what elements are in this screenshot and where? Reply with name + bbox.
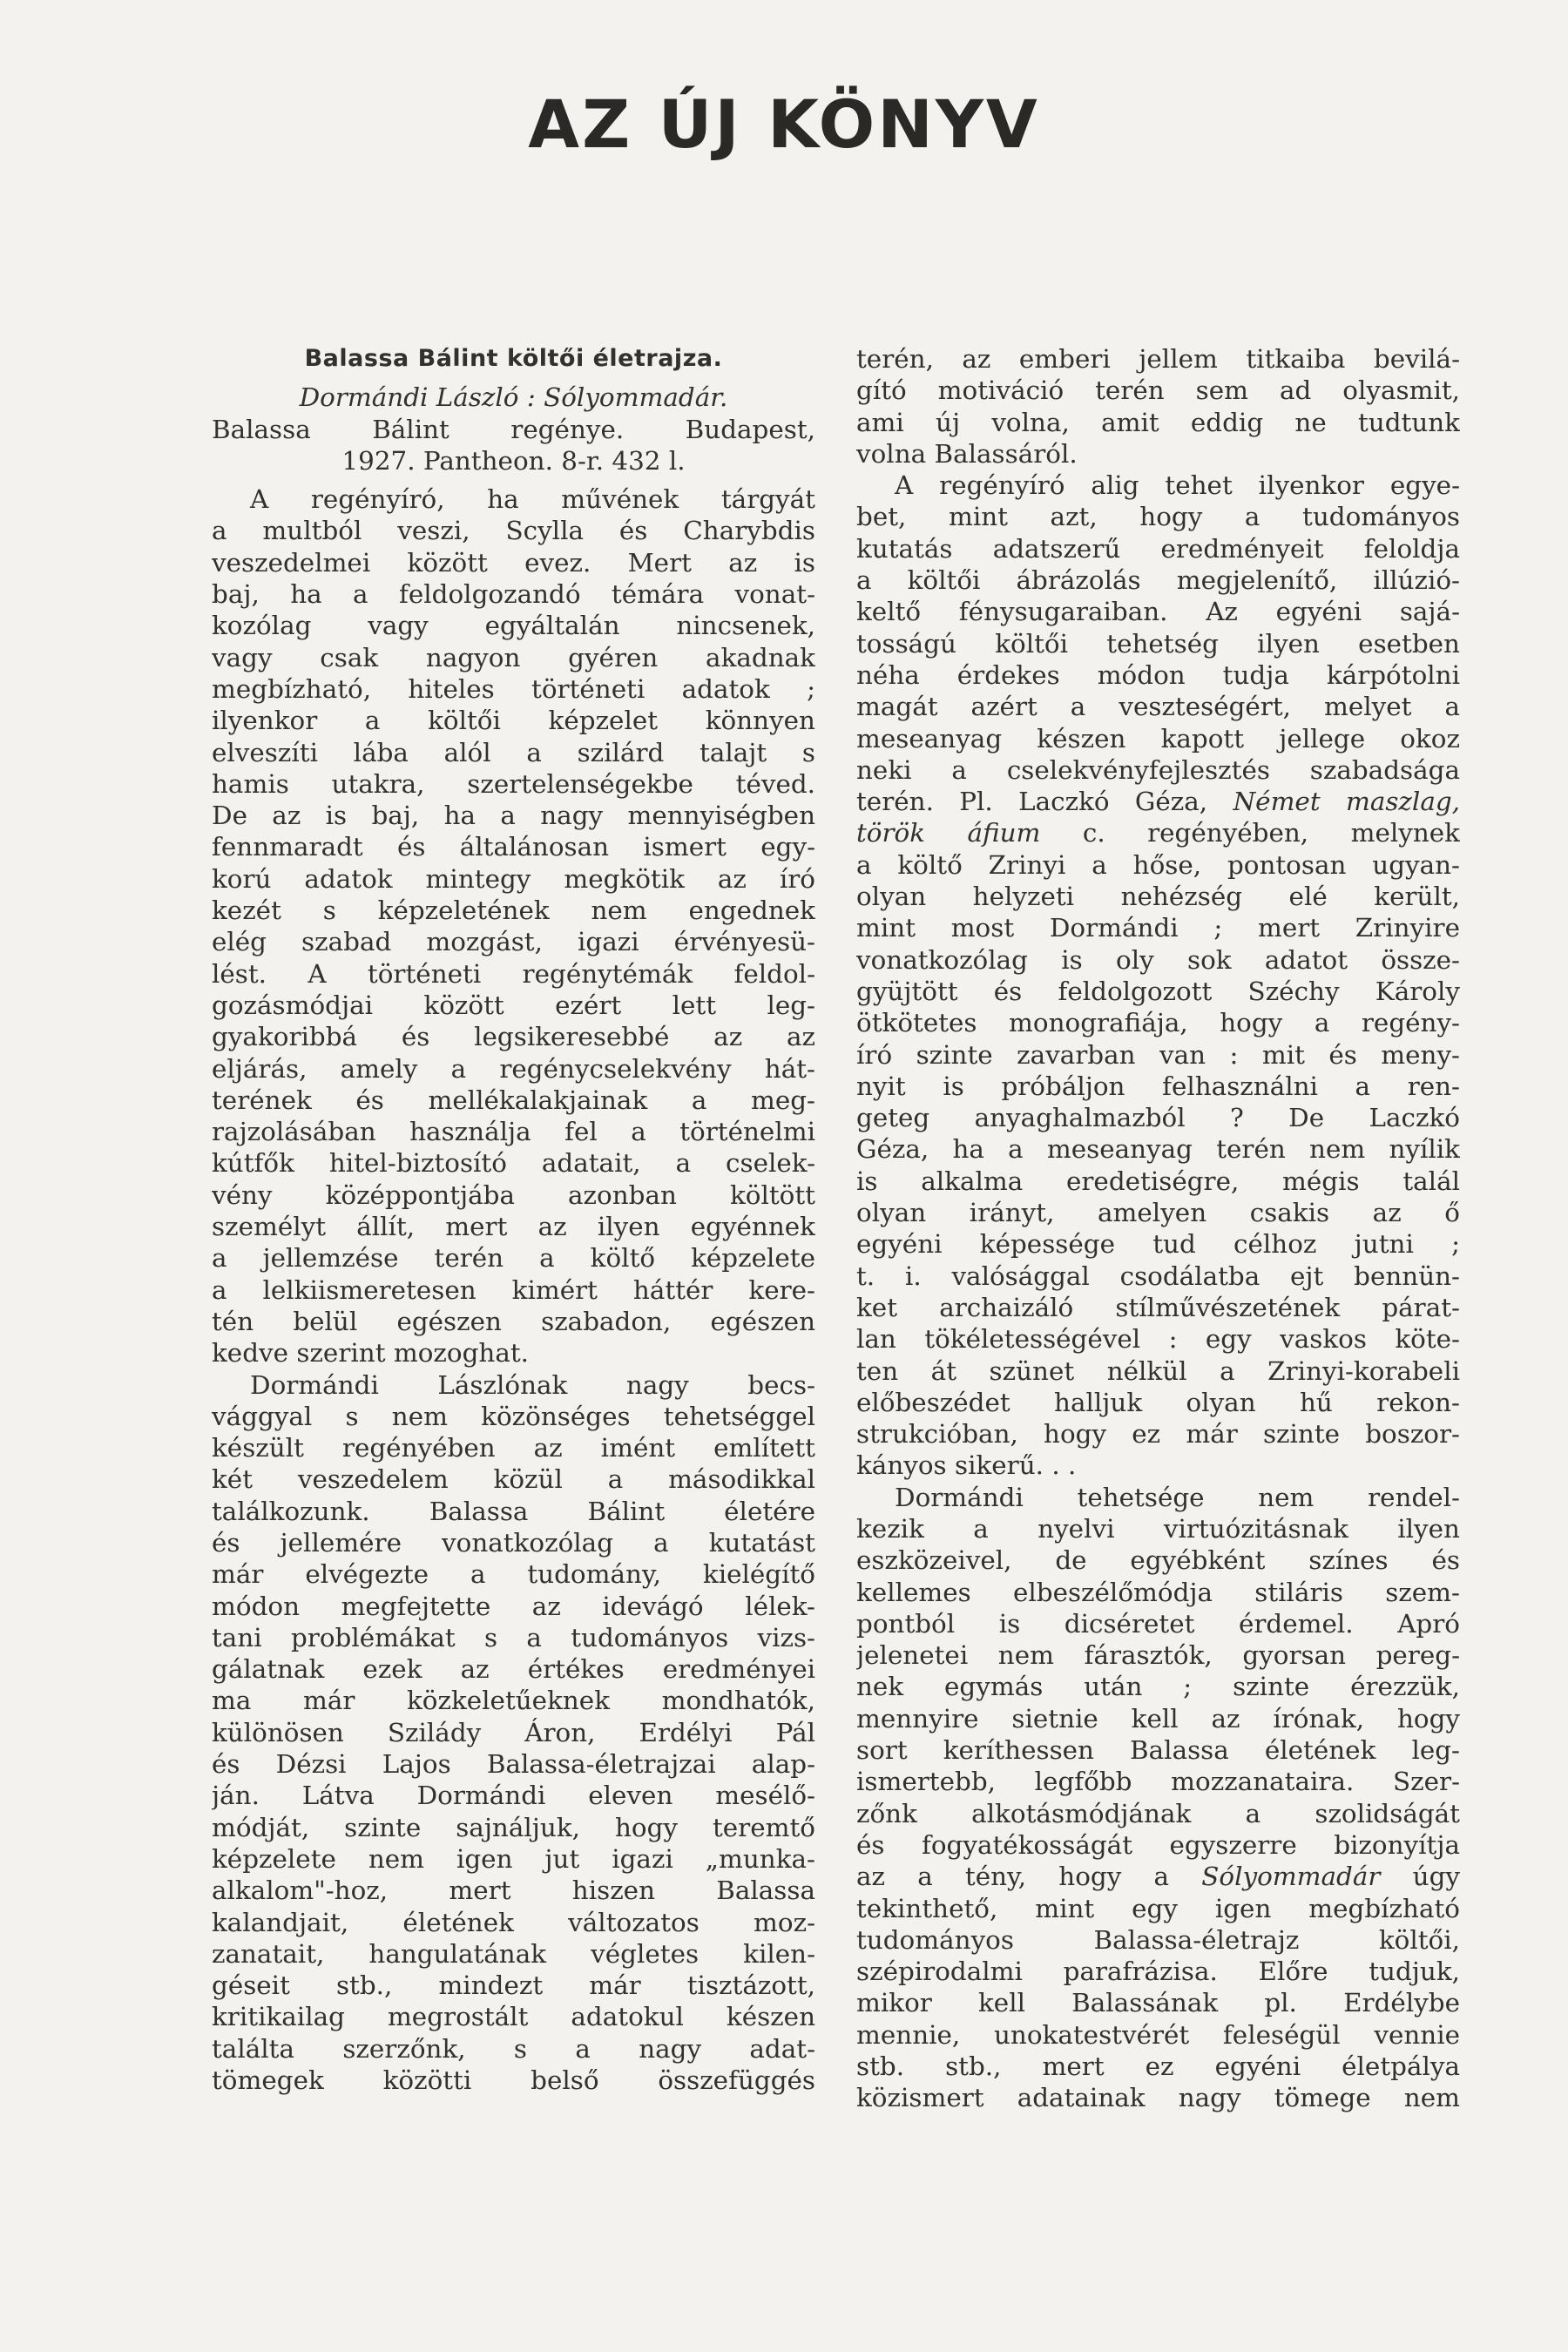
text-fragment: az a tény, hogy a (856, 1862, 1202, 1892)
text-line: és Dézsi Lajos Balassa-életrajzai alap- (212, 1749, 815, 1780)
text-line: keltő fénysugaraiban. Az egyéni sajá- (856, 597, 1460, 627)
text-line: sort keríthessen Balassa életének leg- (856, 1735, 1460, 1766)
right-body-text-b (856, 849, 1460, 1893)
text-line: ma már közkeletűeknek mondhatók, (212, 1686, 815, 1716)
text-line: találkozunk. Balassa Bálint életére (212, 1496, 815, 1526)
text-line: eszközeivel, de egyébként színes és (856, 1545, 1460, 1576)
text-line: mikor kell Balassának pl. Erdélybe (856, 1988, 1460, 2018)
citation-line-1 (212, 382, 815, 413)
text-line: kritikailag megrostált adatokul készen (212, 2002, 815, 2032)
text-line: terének és mellékalakjainak a meg- (212, 1085, 815, 1115)
text-line: alkalom"-hoz, mert hiszen Balassa (212, 1876, 815, 1906)
text-line: mennie, unokatestvérét feleségül vennie (856, 2019, 1460, 2050)
text-line: pontból is dicséretet érdemel. Apró (856, 1608, 1460, 1639)
text-line: tani problémákat s a tudományos vizs- (212, 1622, 815, 1652)
text-line: megbízható, hiteles történeti adatok ; (212, 673, 815, 704)
citation-book-title: Sólyommadár. (544, 382, 728, 413)
text-line: vény középpontjába azonban költött (212, 1179, 815, 1210)
text-line: ismertebb, legfőbb mozzanataira. Szer- (856, 1767, 1460, 1797)
text-line: kellemes elbeszélőmódja stiláris szem- (856, 1577, 1460, 1607)
text-line (856, 1861, 1460, 1892)
text-line: már elvégezte a tudomány, kielégítő (212, 1559, 815, 1590)
text-line: rajzolásában használja fel a történelmi (212, 1117, 815, 1147)
text-line: a költői ábrázolás megjelenítő, illúzió- (856, 565, 1460, 596)
text-line: bet, mint azt, hogy a tudományos (856, 502, 1460, 532)
review-heading: Balassa Bálint költői életrajza. (304, 345, 723, 372)
text-line: vonatkozólag is oly sok adatot össze- (856, 944, 1460, 975)
text-line: képzelete nem igen jut igazi „munka- (212, 1843, 815, 1874)
text-line: stb. stb., mert ez egyéni életpálya (856, 2051, 1460, 2082)
text-line: módon megfejtette az idevágó lélek- (212, 1591, 815, 1621)
text-line: lést. A történeti regénytémák feldol- (212, 958, 815, 989)
text-line: készült regényében az imént említett (212, 1433, 815, 1463)
text-line: különösen Szilády Áron, Erdélyi Pál (212, 1717, 815, 1747)
text-line: Dormándi tehetsége nem rendel- (895, 1482, 1460, 1512)
text-line: személyt állít, mert az ilyen egyénnek (212, 1212, 815, 1242)
text-line: gyüjtött és feldolgozott Széchy Károly (856, 976, 1460, 1006)
text-line: tömegek közötti belső összefüggés (212, 2065, 815, 2096)
text-line: terén, az emberi jellem titkaiba bevilá- (856, 344, 1460, 374)
text-line: baj, ha a feldolgozandó témára vonat- (212, 579, 815, 610)
text-line: ötkötetes monografiája, hogy a regény- (856, 1008, 1460, 1038)
book-title: török áfium (856, 818, 1041, 848)
text-line: olyan helyzeti nehézség elé került, (856, 882, 1460, 912)
text-line: kezét s képzeletének nem engednek (212, 896, 815, 926)
text-line: a költő Zrinyi a hőse, pontosan ugyan- (856, 849, 1460, 880)
text-line: a lelkiismeretesen kimért háttér kere- (212, 1274, 815, 1305)
text-line: szépirodalmi parafrázisa. Előre tudjuk, (856, 1957, 1460, 1987)
text-line: korú adatok mintegy megkötik az író (212, 863, 815, 894)
text-line: géseit stb., mindezt már tisztázott, (212, 1970, 815, 2001)
text-line: lan tökéletességével : egy vaskos köte- (856, 1324, 1460, 1355)
right-column (856, 343, 1460, 2114)
text-line: találta szerzőnk, s a nagy adat- (212, 2033, 815, 2064)
citation-line-3: 1927. Pantheon. 8-r. 432 l. (341, 445, 686, 476)
text-line: két veszedelem közül a másodikkal (212, 1464, 815, 1495)
text-line: jelenetei nem fárasztók, gyorsan pereg- (856, 1640, 1460, 1671)
text-line: zőnk alkotásmódjának a szolidságát (856, 1798, 1460, 1828)
text-line: kutatás adatszerű eredményeit feloldja (856, 533, 1460, 564)
text-line: Dormándi Lászlónak nagy becs- (250, 1369, 815, 1400)
citation-author: Dormándi László : (299, 382, 544, 413)
text-line: és jellemére vonatkozólag a kutatást (212, 1527, 815, 1558)
text-line: kozólag vagy egyáltalán nincsenek, (212, 611, 815, 641)
text-line: is alkalma eredetiségre, mégis talál (856, 1166, 1460, 1196)
text-line: vággyal s nem közönséges tehetséggel (212, 1401, 815, 1431)
text-line (856, 786, 1460, 817)
text-line: gyakoribbá és legsikeresebbé az az (212, 1022, 815, 1052)
text-line: meseanyag készen kapott jellege okoz (856, 723, 1460, 754)
text-line: és fogyatékosságát egyszerre bizonyítja (856, 1829, 1460, 1860)
right-body-text-a (856, 343, 1460, 786)
text-line: tekinthető, mint egy igen megbízható (856, 1893, 1460, 1923)
text-fragment: úgy (1380, 1862, 1460, 1892)
text-line: gozásmódjai között ezért lett leg- (212, 990, 815, 1020)
text-line: A regényíró, ha művének tárgyát (250, 484, 815, 515)
text-line: De az is baj, ha a nagy mennyiségben (212, 801, 815, 831)
citation-line-2: Balassa Bálint regénye. Budapest, (212, 414, 815, 444)
text-line: tudományos Balassa-életrajz költői, (856, 1924, 1460, 1955)
page-title: AZ ÚJ KÖNYV (528, 85, 1040, 163)
text-line: egyéni képessége tud célhoz jutni ; (856, 1229, 1460, 1260)
text-line: volna Balassáról. (856, 438, 1078, 469)
text-line: módját, szinte sajnáljuk, hogy teremtő (212, 1812, 815, 1842)
text-fragment: terén. Pl. Laczkó Géza, (856, 787, 1233, 817)
right-body-text-c (856, 1893, 1460, 2114)
text-line: kezik a nyelvi virtuózitásnak ilyen (856, 1513, 1460, 1544)
text-line: magát azért a veszteségért, melyet a (856, 692, 1460, 722)
text-line: geteg anyaghalmazból ? De Laczkó (856, 1103, 1460, 1133)
text-line: elveszíti lába alól a szilárd talajt s (212, 737, 815, 767)
text-fragment: c. regényében, melynek (1040, 818, 1460, 848)
text-line: ilyenkor a költői képzelet könnyen (212, 706, 815, 736)
text-line: író szinte zavarban van : mit és meny- (856, 1039, 1460, 1070)
text-line: kútfők hitel-biztosító adatait, a cselek- (212, 1148, 815, 1179)
book-title: Sólyommadár (1201, 1862, 1381, 1892)
text-line: gító motiváció terén sem ad olyasmit, (856, 375, 1460, 406)
text-line: közismert adatainak nagy tömege nem (856, 2083, 1460, 2113)
text-line: neki a cselekvényfejlesztés szabadsága (856, 754, 1460, 785)
right-mixed-lines-1 (856, 786, 1460, 849)
book-title: Német maszlag, (1233, 787, 1460, 817)
text-line: Géza, ha a meseanyag terén nem nyílik (856, 1134, 1460, 1165)
text-line: ten át szünet nélkül a Zrinyi-korabeli (856, 1355, 1460, 1386)
text-line: tén belül egészen szabadon, egészen (212, 1306, 815, 1336)
text-line: gálatnak ezek az értékes eredményei (212, 1654, 815, 1685)
text-line: előbeszédet halljuk olyan hű rekon- (856, 1387, 1460, 1417)
text-line: a jellemzése terén a költő képzelete (212, 1243, 815, 1274)
text-line: néha érdekes módon tudja kárpótolni (856, 659, 1460, 690)
text-line: hamis utakra, szertelenségekbe téved. (212, 768, 815, 799)
text-line: tosságú költői tehetség ilyen esetben (856, 628, 1460, 659)
text-line: kányos sikerű. . . (856, 1450, 1077, 1481)
left-column (212, 343, 815, 2096)
text-line: A regényíró alig tehet ilyenkor egye- (895, 470, 1460, 501)
text-line: elég szabad mozgást, igazi érvényesü- (212, 927, 815, 957)
text-line: ján. Látva Dormándi eleven mesélő- (212, 1781, 815, 1811)
text-line (856, 817, 1460, 848)
text-line: strukcióban, hogy ez már szinte boszor- (856, 1419, 1460, 1450)
text-line: mennyire sietnie kell az írónak, hogy (856, 1703, 1460, 1734)
text-line: ket archaizáló stílművészetének párat- (856, 1292, 1460, 1322)
left-body-text (212, 483, 815, 2096)
text-line: eljárás, amely a regénycselekvény hát- (212, 1053, 815, 1084)
text-line: t. i. valósággal csodálatba ejt bennün- (856, 1260, 1460, 1291)
text-line: mint most Dormándi ; mert Zrinyire (856, 913, 1460, 943)
text-line: nek egymás után ; szinte érezzük, (856, 1672, 1460, 1702)
text-line: vagy csak nagyon gyéren akadnak (212, 642, 815, 672)
text-line: kedve szerint mozoghat. (212, 1338, 530, 1369)
text-line: ami új volna, amit eddig ne tudtunk (856, 407, 1460, 437)
text-line: kalandjait, életének változatos moz- (212, 1907, 815, 1937)
text-line: veszedelmei között evez. Mert az is (212, 547, 815, 578)
text-line: zanatait, hangulatának végletes kilen- (212, 1938, 815, 1969)
text-line: a multból veszi, Scylla és Charybdis (212, 516, 815, 546)
text-line: nyit is próbáljon felhasználni a ren- (856, 1071, 1460, 1101)
text-line: olyan irányt, amelyen csakis az ő (856, 1198, 1460, 1228)
text-line: fennmaradt és általánosan ismert egy- (212, 832, 815, 862)
